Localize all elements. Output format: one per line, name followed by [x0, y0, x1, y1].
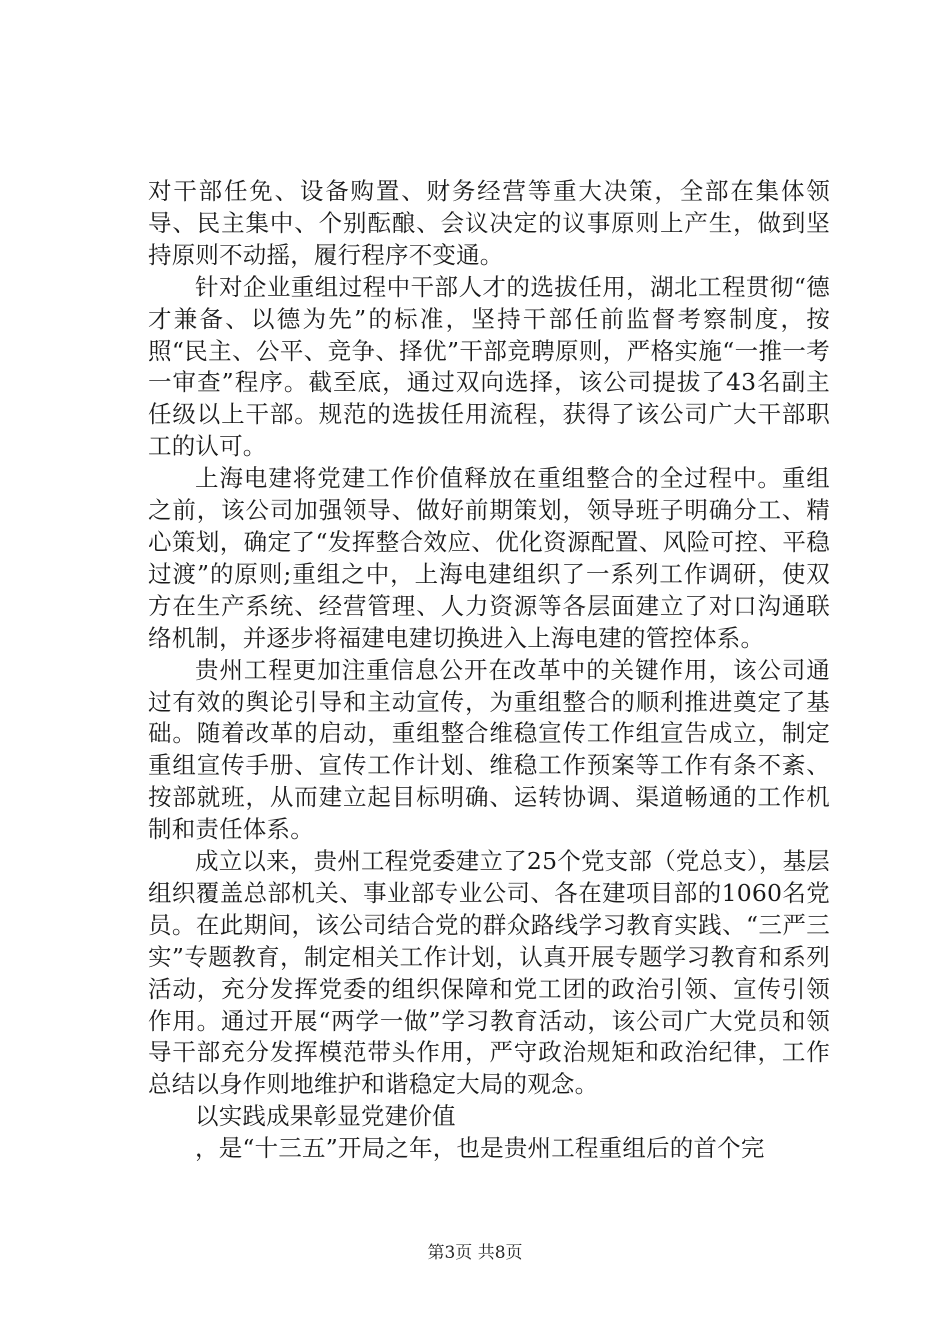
paragraph-5: 成立以来，贵州工程党委建立了25个党支部（党总支），基层组织覆盖总部机关、事业部专业公司、各在建项目部的1060名党员。在此期间，该公司结合党的群众路线学习教育实践、“三严三实”专题教育，制定相关工作计划，认真开展专题学习教育和系列活动，充分发挥党委的组织保障和党工团的政治引领、宣传引领作用。通过开展“两学一做”学习教育活动，该公司广大党员和领导干部充分发挥模范带头作用，严守政治规矩和政治纪律，工作总结以身作则地维护和谐稳定大局的观念。 [148, 847, 830, 1099]
paragraph-4: 贵州工程更加注重信息公开在改革中的关键作用，该公司通过有效的舆论引导和主动宣传，为重组整合的顺利推进奠定了基础。随着改革的启动，重组整合维稳宣传工作组宣告成立，制定重组宣传手册、宣传工作计划、维稳工作预案等工作有条不紊、按部就班，从而建立起目标明确、运转协调、渠道畅通的工作机制和责任体系。 [148, 655, 830, 844]
page-number-footer: 第3页 共8页 [427, 1243, 523, 1263]
paragraph-7: ，是“十三五”开局之年，也是贵州工程重组后的首个完 [195, 1134, 765, 1163]
paragraph-3: 上海电建将党建工作价值释放在重组整合的全过程中。重组之前，该公司加强领导、做好前期策划，领导班子明确分工、精心策划，确定了“发挥整合效应、优化资源配置、风险可控、平稳过渡”的原则;重组之中，上海电建组织了一系列工作调研，使双方在生产系统、经营管理、人力资源等各层面建立了对口沟通联络机制，并逐步将福建电建切换进入上海电建的管控体系。 [148, 464, 830, 652]
paragraph-2: 针对企业重组过程中干部人才的选拔任用，湖北工程贯彻“德才兼备、以德为先”的标准，坚持干部任前监督考察制度，按照“民主、公平、竞争、择优”干部竞聘原则，严格实施“一推一考一审查”程序。截至底，通过双向选择，该公司提拔了43名副主任级以上干部。规范的选拔任用流程，获得了该公司广大干部职工的认可。 [148, 272, 830, 461]
section-heading: 以实践成果彰显党建价值 [195, 1102, 456, 1131]
paragraph-1: 对干部任免、设备购置、财务经营等重大决策，全部在集体领导、民主集中、个别酝酿、会议决定的议事原则上产生，做到坚持原则不动摇，履行程序不变通。 [148, 177, 830, 269]
document-body [148, 176, 830, 1165]
